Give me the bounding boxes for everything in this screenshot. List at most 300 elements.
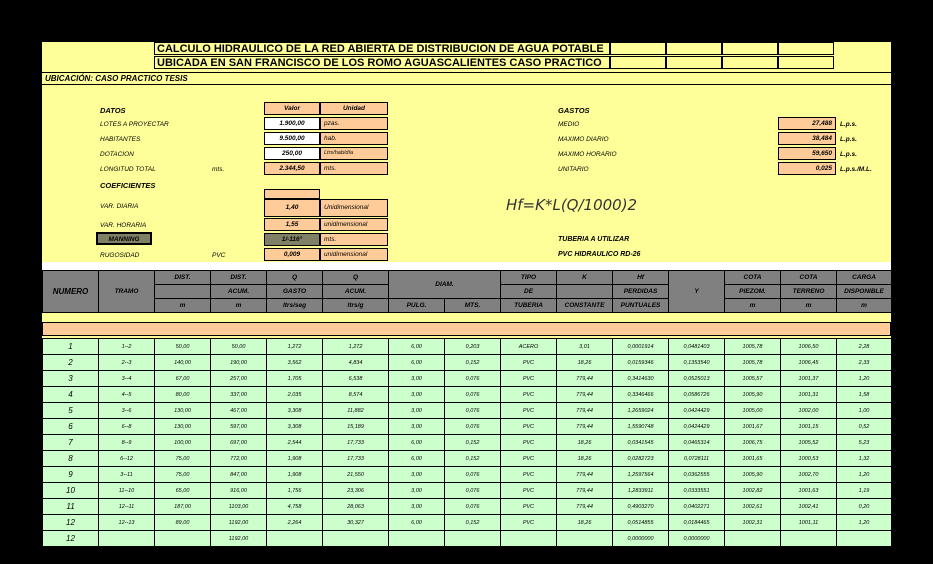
table-cell[interactable] — [557, 531, 613, 547]
table-cell[interactable]: 0,0282723 — [613, 451, 669, 467]
table-cell[interactable]: 0,203 — [445, 339, 501, 355]
table-cell[interactable]: 50,00 — [155, 339, 211, 355]
table-cell[interactable]: 3,00 — [389, 403, 445, 419]
coef-spacer — [264, 189, 320, 199]
table-cell[interactable]: 190,00 — [211, 355, 267, 371]
datos-value[interactable]: 250,00 — [264, 147, 320, 160]
table-cell[interactable]: 4,834 — [323, 355, 389, 371]
table-cell[interactable]: 1,2597564 — [613, 467, 669, 483]
table-cell[interactable]: 1005,00 — [725, 403, 781, 419]
table-cell[interactable] — [267, 531, 323, 547]
th-unit: ltrs/seg — [267, 299, 323, 313]
table-cell[interactable]: PVC — [501, 515, 557, 531]
table-cell[interactable]: 0,0586726 — [669, 387, 725, 403]
table-cell[interactable]: PVC — [501, 451, 557, 467]
table-cell[interactable]: 0,1353540 — [669, 355, 725, 371]
gastos-heading: GASTOS — [558, 106, 590, 115]
table-cell[interactable] — [155, 531, 211, 547]
table-cell[interactable]: 779,44 — [557, 419, 613, 435]
table-cell[interactable]: 100,00 — [155, 435, 211, 451]
table-cell[interactable]: 0,0424429 — [669, 403, 725, 419]
table-cell[interactable]: 1,756 — [267, 483, 323, 499]
table-cell[interactable] — [99, 531, 155, 547]
gasto-unit: L.p.s. — [840, 136, 857, 143]
table-cell[interactable]: 18,26 — [557, 451, 613, 467]
table-cell[interactable] — [445, 531, 501, 547]
th-k: K — [557, 271, 613, 285]
table-cell[interactable]: 0,0000000 — [669, 531, 725, 547]
ubicacion-label: UBICACIÓN: CASO PRACTICO TESIS — [42, 72, 891, 85]
th-dist: DIST. — [155, 271, 211, 285]
th-de: DE — [501, 285, 557, 299]
manning-label: MANNING — [96, 232, 152, 245]
table-cell[interactable]: 11--10 — [99, 483, 155, 499]
table-cell[interactable]: 1,20 — [837, 515, 892, 531]
th-y: Y — [669, 271, 725, 313]
title-line-2: UBICADA EN SAN FRANCISCO DE LOS ROMO AGUASCALIENTES CASO PRACTICO — [154, 56, 610, 69]
coef-value[interactable]: 1,40 — [264, 199, 320, 217]
table-cell[interactable]: 140,00 — [155, 355, 211, 371]
table-cell[interactable]: 12 — [43, 531, 99, 547]
table-cell[interactable]: 1,20 — [837, 467, 892, 483]
table-cell[interactable]: 8--9 — [99, 435, 155, 451]
table-cell[interactable]: 7 — [43, 435, 99, 451]
table-cell[interactable]: 0,076 — [445, 483, 501, 499]
table-cell[interactable]: 3,00 — [389, 387, 445, 403]
table-cell[interactable]: 1005,57 — [725, 371, 781, 387]
table-cell[interactable]: 3 — [43, 371, 99, 387]
th-tipo: TIPO — [501, 271, 557, 285]
coef-unit: unidimensional — [320, 248, 388, 261]
table-cell[interactable]: 2 — [43, 355, 99, 371]
table-cell[interactable]: 0,52 — [837, 419, 892, 435]
th-unit: m — [837, 299, 892, 313]
table-cell[interactable]: 6,00 — [389, 355, 445, 371]
table-cell[interactable]: 4 — [43, 387, 99, 403]
table-row — [43, 403, 892, 419]
table-cell[interactable]: 12 — [43, 515, 99, 531]
separator-band — [42, 322, 891, 336]
table-cell[interactable]: 779,44 — [557, 483, 613, 499]
table-cell[interactable]: 1--2 — [99, 339, 155, 355]
table-cell[interactable]: 1002,61 — [725, 499, 781, 515]
coef-value[interactable]: 0,009 — [264, 248, 320, 261]
coef-value[interactable]: 1,55 — [264, 218, 320, 231]
gasto-value[interactable]: 27,488 — [778, 117, 836, 130]
title-filler-5 — [722, 42, 778, 55]
table-cell[interactable]: 0,152 — [445, 435, 501, 451]
table-cell[interactable]: 0,076 — [445, 403, 501, 419]
table-cell[interactable]: 1,00 — [837, 403, 892, 419]
table-cell[interactable]: 3,00 — [389, 419, 445, 435]
table-cell[interactable]: 1103,00 — [211, 499, 267, 515]
table-cell[interactable]: 1,5590748 — [613, 419, 669, 435]
spreadsheet — [42, 42, 891, 543]
th-carga: CARGA — [837, 271, 892, 285]
table-cell[interactable]: 130,00 — [155, 403, 211, 419]
table-cell[interactable]: 6 — [43, 419, 99, 435]
th-numero: NUMERO — [43, 271, 99, 313]
table-cell[interactable]: 3,00 — [389, 467, 445, 483]
table-cell[interactable]: 0,4903270 — [613, 499, 669, 515]
table-cell[interactable]: 2,264 — [267, 515, 323, 531]
table-cell[interactable]: 11 — [43, 499, 99, 515]
table-cell[interactable]: 0,0159346 — [613, 355, 669, 371]
tuberia-heading: TUBERIA A UTILIZAR — [558, 236, 630, 243]
table-cell[interactable]: 1,32 — [837, 451, 892, 467]
th-terreno: TERRENO — [781, 285, 837, 299]
table-cell[interactable]: 15,189 — [323, 419, 389, 435]
table-row — [43, 355, 892, 371]
table-cell[interactable]: 916,00 — [211, 483, 267, 499]
table-cell[interactable]: PVC — [501, 403, 557, 419]
table-cell[interactable]: 9 — [43, 467, 99, 483]
table-cell[interactable]: 1002,41 — [781, 499, 837, 515]
gasto-value[interactable]: 38,484 — [778, 132, 836, 145]
table-cell[interactable]: 5 — [43, 403, 99, 419]
table-cell[interactable]: 3--6 — [99, 403, 155, 419]
valor-header: Valor — [264, 102, 320, 115]
th-unit: m — [155, 299, 211, 313]
table-cell[interactable]: 11,882 — [323, 403, 389, 419]
th-dist-acum: DIST. — [211, 271, 267, 285]
table-cell[interactable]: 65,00 — [155, 483, 211, 499]
coef-label: RUGOSIDAD — [100, 252, 140, 259]
table-cell[interactable]: PVC — [501, 387, 557, 403]
title-filler-6 — [722, 56, 778, 69]
coef-label: VAR. DIARIA — [100, 203, 139, 210]
table-cell[interactable]: 187,00 — [155, 499, 211, 515]
th-cota-piezom: COTA — [725, 271, 781, 285]
th-acum: ACUM. — [211, 285, 267, 299]
table-row — [43, 339, 892, 355]
table-cell[interactable]: 80,00 — [155, 387, 211, 403]
table-cell[interactable]: 1006,45 — [781, 355, 837, 371]
table-cell[interactable]: 1002,00 — [781, 403, 837, 419]
table-cell[interactable]: 847,00 — [211, 467, 267, 483]
gasto-label: MAXIMO HORARIO — [558, 151, 617, 158]
table-cell[interactable]: 1005,90 — [725, 387, 781, 403]
table-cell[interactable] — [501, 531, 557, 547]
datos-unit: pzas. — [320, 117, 388, 130]
table-cell[interactable]: 23,306 — [323, 483, 389, 499]
coef-unit: unidimensional — [320, 218, 388, 231]
table-cell[interactable]: 21,550 — [323, 467, 389, 483]
gasto-unit: L.p.s./M.L. — [840, 166, 872, 173]
table-cell[interactable]: 67,00 — [155, 371, 211, 387]
gasto-value[interactable]: 59,650 — [778, 147, 836, 160]
coef-label: VAR. HORARIA — [100, 222, 147, 229]
datos-unit: Ltrs/hab/día — [320, 147, 388, 160]
th-unit: m — [781, 299, 837, 313]
th-tuberia: TUBERIA — [501, 299, 557, 313]
coef-unit: mts. — [320, 233, 388, 246]
table-cell[interactable]: 0,076 — [445, 499, 501, 515]
table-cell[interactable]: 3,00 — [389, 371, 445, 387]
table-cell[interactable]: 6,00 — [389, 435, 445, 451]
th-q-acum: Q — [323, 271, 389, 285]
table-cell[interactable]: 1001,37 — [781, 371, 837, 387]
table-cell[interactable]: 8 — [43, 451, 99, 467]
table-cell[interactable]: 1001,67 — [725, 419, 781, 435]
table-cell[interactable]: 2,28 — [837, 339, 892, 355]
table-cell[interactable]: 779,44 — [557, 467, 613, 483]
datos-label: LONGITUD TOTAL — [100, 166, 156, 173]
datos-unit: hab. — [320, 132, 388, 145]
table-cell[interactable]: 1006,75 — [725, 435, 781, 451]
table-cell[interactable]: 12--13 — [99, 515, 155, 531]
table-row — [43, 467, 892, 483]
table-cell[interactable]: 1,2659024 — [613, 403, 669, 419]
th-pulg: PULG. — [389, 299, 445, 313]
table-row — [43, 483, 892, 499]
table-cell[interactable]: 779,44 — [557, 403, 613, 419]
datos-label: DOTACION — [100, 151, 134, 158]
table-row — [43, 451, 892, 467]
table-cell[interactable]: 0,152 — [445, 515, 501, 531]
table-cell[interactable]: 1001,31 — [781, 387, 837, 403]
table-cell[interactable]: 6,00 — [389, 515, 445, 531]
title-line-1: CALCULO HIDRAULICO DE LA RED ABIERTA DE DISTRIBUCION DE AGUA POTABLE — [154, 42, 610, 55]
table-cell[interactable]: 1001,63 — [781, 483, 837, 499]
table-cell[interactable]: 28,063 — [323, 499, 389, 515]
table-row — [43, 499, 892, 515]
table-cell[interactable]: 0,0000000 — [613, 531, 669, 547]
datos-unit-prefix: mts. — [212, 166, 225, 173]
table-cell[interactable]: PVC — [501, 499, 557, 515]
table-cell[interactable]: 1001,65 — [725, 451, 781, 467]
gasto-value[interactable]: 0,025 — [778, 162, 836, 175]
table-cell[interactable]: 1,908 — [267, 467, 323, 483]
table-cell[interactable] — [781, 531, 837, 547]
th-acum-q: ACUM. — [323, 285, 389, 299]
table-cell[interactable]: 1005,78 — [725, 339, 781, 355]
table-row — [43, 419, 892, 435]
th-blank — [155, 285, 211, 299]
table-cell[interactable]: 0,20 — [837, 499, 892, 515]
table-cell[interactable]: 50,00 — [211, 339, 267, 355]
table-cell[interactable] — [323, 531, 389, 547]
table-cell[interactable]: 0,152 — [445, 451, 501, 467]
table-cell[interactable]: ACERO — [501, 339, 557, 355]
table-cell[interactable]: 2,544 — [267, 435, 323, 451]
table-cell[interactable]: 30,327 — [323, 515, 389, 531]
table-cell[interactable] — [389, 531, 445, 547]
table-cell[interactable]: 1192,00 — [211, 531, 267, 547]
table-cell[interactable]: 1,705 — [267, 371, 323, 387]
table-cell[interactable]: 1005,78 — [725, 355, 781, 371]
table-cell[interactable]: 5,23 — [837, 435, 892, 451]
table-cell[interactable]: PVC — [501, 355, 557, 371]
datos-value[interactable]: 1.900,00 — [264, 117, 320, 130]
th-hf: Hf — [613, 271, 669, 285]
table-cell[interactable]: 1,58 — [837, 387, 892, 403]
table-cell[interactable]: 0,0184465 — [669, 515, 725, 531]
th-unit: ltrs/g — [323, 299, 389, 313]
table-cell[interactable]: 0,076 — [445, 467, 501, 483]
th-tramo: TRAMO — [99, 271, 155, 313]
table-cell[interactable]: 0,0424429 — [669, 419, 725, 435]
table-cell[interactable]: 3,562 — [267, 355, 323, 371]
th-cota-terreno: COTA — [781, 271, 837, 285]
table-cell[interactable]: 0,0333551 — [669, 483, 725, 499]
table-cell[interactable]: 18,26 — [557, 355, 613, 371]
table-cell[interactable]: 6--12 — [99, 451, 155, 467]
coef-value[interactable]: 1/-116° — [264, 233, 320, 246]
table-cell[interactable]: 18,26 — [557, 435, 613, 451]
table-cell[interactable]: 18,26 — [557, 515, 613, 531]
th-piezom: PIEZOM. — [725, 285, 781, 299]
table-cell[interactable]: 1001,11 — [781, 515, 837, 531]
table-cell[interactable]: 0,0341545 — [613, 435, 669, 451]
table-row — [43, 515, 892, 531]
title-filler-8 — [778, 56, 834, 69]
table-cell[interactable]: PVC — [501, 371, 557, 387]
table-cell[interactable]: 1 — [43, 339, 99, 355]
table-cell[interactable]: PVC — [501, 419, 557, 435]
gasto-label: UNITARIO — [558, 166, 589, 173]
table-cell[interactable]: 0,076 — [445, 387, 501, 403]
table-cell[interactable]: 130,00 — [155, 419, 211, 435]
coeficientes-heading: COEFICIENTES — [100, 181, 156, 190]
table-cell[interactable]: 1,19 — [837, 483, 892, 499]
table-cell[interactable]: 1,272 — [267, 339, 323, 355]
table-row — [43, 531, 892, 547]
calc-table-body — [42, 338, 892, 547]
title-filler-7 — [778, 42, 834, 55]
white-separator — [42, 262, 891, 270]
table-cell[interactable]: 1192,00 — [211, 515, 267, 531]
table-cell[interactable]: PVC — [501, 435, 557, 451]
table-cell[interactable]: 1006,50 — [781, 339, 837, 355]
table-cell[interactable]: 0,0728111 — [669, 451, 725, 467]
datos-unit: mts. — [320, 162, 388, 175]
table-cell[interactable]: 6--8 — [99, 419, 155, 435]
table-cell[interactable]: 12--11 — [99, 499, 155, 515]
table-cell[interactable]: 779,44 — [557, 499, 613, 515]
table-row — [43, 387, 892, 403]
table-cell[interactable]: 1005,90 — [725, 467, 781, 483]
table-cell[interactable]: 0,0481403 — [669, 339, 725, 355]
table-cell[interactable]: 6,538 — [323, 371, 389, 387]
datos-label: HABITANTES — [100, 136, 141, 143]
table-cell[interactable]: 257,00 — [211, 371, 267, 387]
table-cell[interactable]: 17,733 — [323, 451, 389, 467]
table-cell[interactable]: 6,00 — [389, 339, 445, 355]
coef-unit: Unidimensional — [320, 199, 388, 217]
table-row — [43, 371, 892, 387]
table-cell[interactable]: 1002,70 — [781, 467, 837, 483]
th-gasto: GASTO — [267, 285, 323, 299]
table-cell[interactable]: 1000,53 — [781, 451, 837, 467]
th-puntuales: PUNTUALES — [613, 299, 669, 313]
table-cell[interactable]: 779,44 — [557, 371, 613, 387]
table-cell[interactable]: 0,0362555 — [669, 467, 725, 483]
table-cell[interactable]: 337,00 — [211, 387, 267, 403]
table-cell[interactable]: 8,574 — [323, 387, 389, 403]
th-perdidas: PERDIDAS — [613, 285, 669, 299]
title-filler-2 — [610, 56, 666, 69]
table-cell[interactable]: 1005,52 — [781, 435, 837, 451]
table-cell[interactable]: 0,0514855 — [613, 515, 669, 531]
table-cell[interactable]: 0,0525013 — [669, 371, 725, 387]
gasto-unit: L.p.s. — [840, 121, 857, 128]
table-cell[interactable]: 4--5 — [99, 387, 155, 403]
table-cell[interactable]: 1,2833911 — [613, 483, 669, 499]
table-cell[interactable]: 3--11 — [99, 467, 155, 483]
table-cell[interactable] — [837, 531, 892, 547]
table-cell[interactable]: PVC — [501, 467, 557, 483]
th-mts: MTS. — [445, 299, 501, 313]
table-row — [43, 435, 892, 451]
table-cell[interactable]: 1002,82 — [725, 483, 781, 499]
table-cell[interactable]: 89,00 — [155, 515, 211, 531]
th-disponible: DISPONIBLE — [837, 285, 892, 299]
table-cell[interactable]: 0,076 — [445, 419, 501, 435]
table-cell[interactable]: 1002,31 — [725, 515, 781, 531]
table-cell[interactable]: 4,758 — [267, 499, 323, 515]
table-cell[interactable]: 1001,15 — [781, 419, 837, 435]
table-cell[interactable]: 0,152 — [445, 355, 501, 371]
table-cell[interactable]: 3,308 — [267, 419, 323, 435]
th-constante: CONSTANTE — [557, 299, 613, 313]
table-cell[interactable] — [725, 531, 781, 547]
datos-value[interactable]: 2.344,50 — [264, 162, 320, 175]
table-cell[interactable]: 0,0402271 — [669, 499, 725, 515]
table-cell[interactable]: 75,00 — [155, 467, 211, 483]
unidad-header: Unidad — [320, 102, 388, 115]
table-cell[interactable]: 2,33 — [837, 355, 892, 371]
th-unit: m — [211, 299, 267, 313]
th-unit: m — [725, 299, 781, 313]
table-cell[interactable]: 3--4 — [99, 371, 155, 387]
table-cell[interactable]: 597,00 — [211, 419, 267, 435]
table-cell[interactable]: 1,20 — [837, 371, 892, 387]
datos-value[interactable]: 9.500,00 — [264, 132, 320, 145]
table-cell[interactable]: 75,00 — [155, 451, 211, 467]
table-cell[interactable]: 772,00 — [211, 451, 267, 467]
table-cell[interactable]: 1,272 — [323, 339, 389, 355]
table-cell[interactable]: 697,00 — [211, 435, 267, 451]
calc-table-header — [42, 270, 892, 313]
tuberia-value: PVC HIDRAULICO RD-26 — [558, 251, 641, 258]
table-cell[interactable]: 0,3414630 — [613, 371, 669, 387]
table-cell[interactable]: 3,00 — [389, 483, 445, 499]
formula-text: Hf=K*L(Q/1000)2 — [506, 196, 638, 214]
table-cell[interactable]: 6,00 — [389, 451, 445, 467]
datos-label: LOTES A PROYECTAR — [100, 121, 169, 128]
table-cell[interactable]: 0,0465314 — [669, 435, 725, 451]
table-cell[interactable]: 17,733 — [323, 435, 389, 451]
table-cell[interactable]: 0,3346466 — [613, 387, 669, 403]
gasto-label: MEDIO — [558, 121, 580, 128]
table-cell[interactable]: 3,00 — [389, 499, 445, 515]
table-cell[interactable]: 467,00 — [211, 403, 267, 419]
table-cell[interactable]: PVC — [501, 483, 557, 499]
table-cell[interactable]: 10 — [43, 483, 99, 499]
th-blank — [557, 285, 613, 299]
table-cell[interactable]: 3,01 — [557, 339, 613, 355]
table-cell[interactable]: 2,035 — [267, 387, 323, 403]
table-cell[interactable]: 2--3 — [99, 355, 155, 371]
title-filler-3 — [666, 42, 722, 55]
table-cell[interactable]: 3,308 — [267, 403, 323, 419]
table-cell[interactable]: 1,908 — [267, 451, 323, 467]
gasto-label: MAXIMO DIARIO — [558, 136, 609, 143]
table-cell[interactable]: 779,44 — [557, 387, 613, 403]
table-cell[interactable]: 0,0001914 — [613, 339, 669, 355]
table-cell[interactable]: 0,076 — [445, 371, 501, 387]
